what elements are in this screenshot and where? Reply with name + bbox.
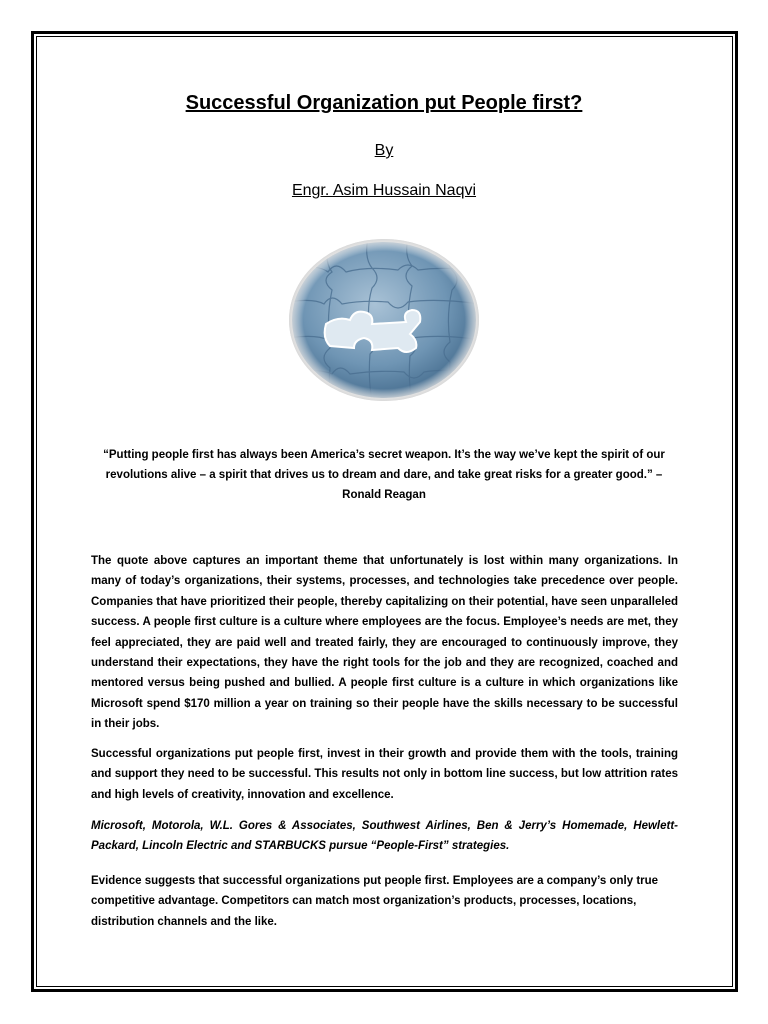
- puzzle-missing-piece-icon: [288, 238, 480, 402]
- quote-text-line2: revolutions alive – a spirit that drives us to dream and dare, and take great risks for a greater good.” –: [105, 469, 663, 481]
- author-name: Engr. Asim Hussain Naqvi: [291, 182, 477, 199]
- byline-label: By: [374, 142, 394, 159]
- company-list-paragraph: Microsoft, Motorola, W.L. Gores & Associates, Southwest Airlines, Ben & Jerry’s Homemade, Hewlett-Packard, Lincoln Electric and STARBUCKS pursue “People-First” strategies.: [91, 820, 678, 853]
- document-title: Successful Organization put People first?: [185, 92, 583, 114]
- quote-attribution: Ronald Reagan: [342, 489, 426, 501]
- body-paragraph-1: The quote above captures an important theme that unfortunately is lost within many organizations. In many of today’s organizations, their systems, processes, and technologies take precedence over people. Companies that have prioritized their people, thereby capitalizing on their potential, have seen unparalleled success. A people first culture is a culture where employees are the focus. Employee’s needs are met, they feel appreciated, they are paid well and treated fairly, they are encouraged to continuously improve, they understand their expectations, they have the right tools for the job and they are recognized, coached and mentored versus being pushed and bullied. A people first culture is a culture in which organizations like Microsoft spend $170 million a year on training so their people have the skills necessary to be successful in their jobs.: [91, 555, 678, 731]
- quote-text-line1: “Putting people first has always been America’s secret weapon. It’s the way we’ve kept the spirit of our: [103, 449, 665, 461]
- quote-block: [88, 445, 680, 505]
- body-paragraph-4: Evidence suggests that successful organizations put people first. Employees are a company’s only true competitive advantage. Competitors can match most organization’s products, processes, locations, distribution channels and the like.: [91, 875, 659, 928]
- body-paragraph-2: Successful organizations put people first, invest in their growth and provide them with the tools, training and support they need to be successful. This results not only in bottom line success, but low attrition rates and high levels of creativity, innovation and excellence.: [91, 748, 678, 801]
